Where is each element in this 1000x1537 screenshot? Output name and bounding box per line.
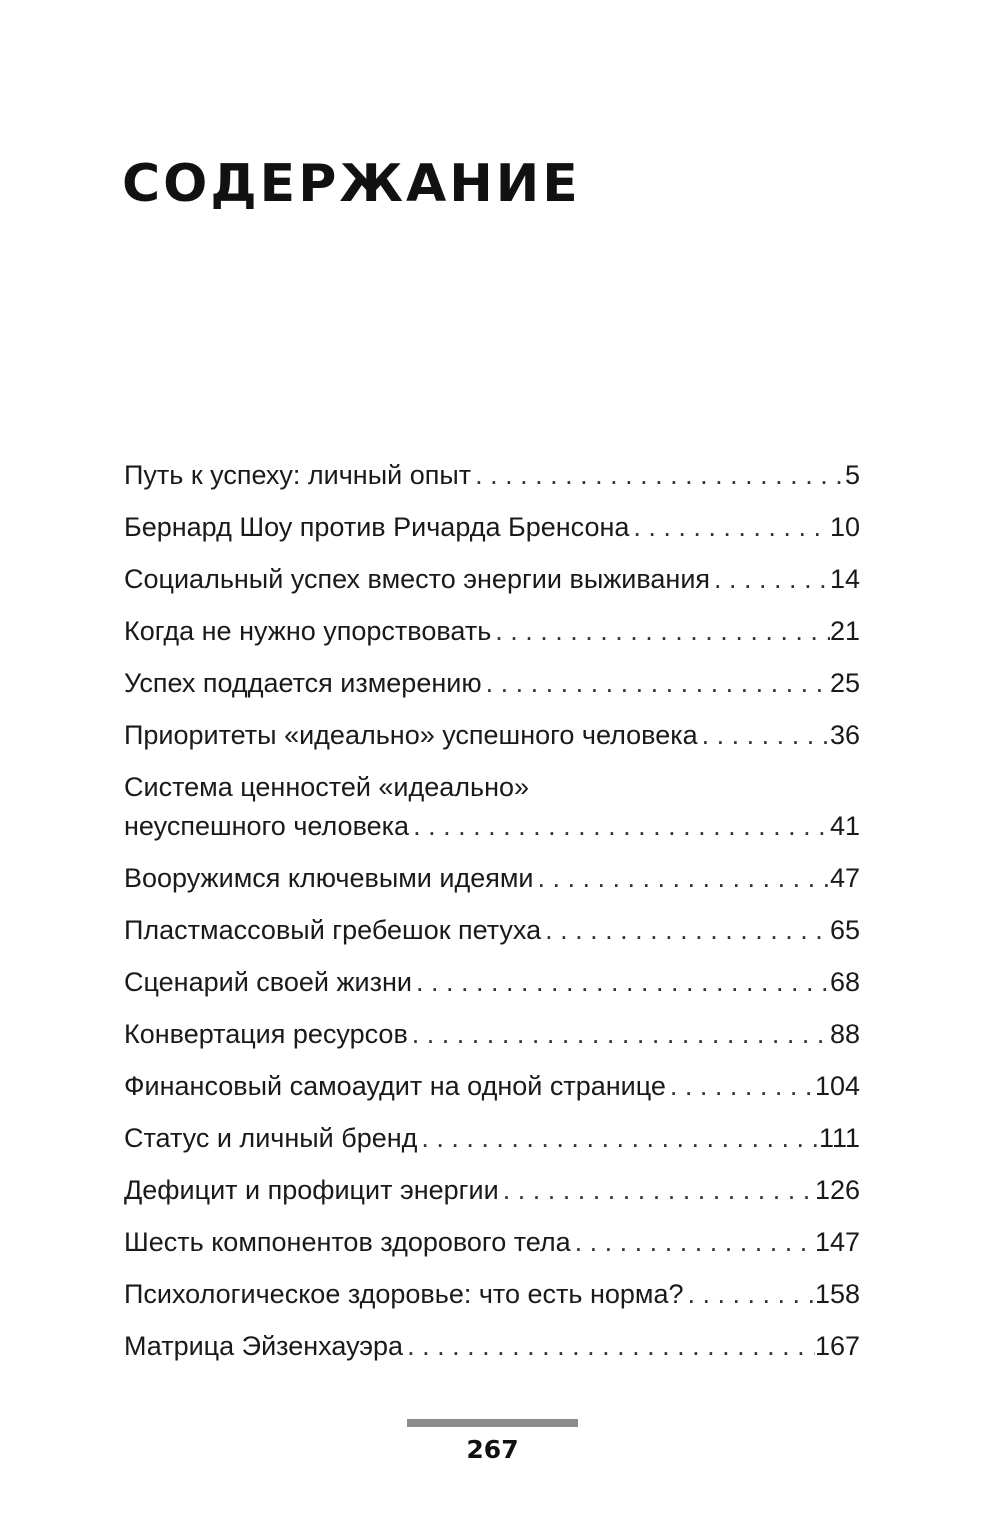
toc-entry-page: 25	[829, 668, 860, 698]
toc-entry-page: 21	[829, 616, 860, 646]
toc-entry[interactable]	[124, 1119, 860, 1158]
toc-entry-title: Бернард Шоу против Ричарда Бренсона	[124, 512, 630, 542]
toc-entry[interactable]	[124, 508, 860, 547]
toc-entry-title: Когда не нужно упорствовать	[124, 616, 492, 646]
toc-entry[interactable]	[124, 768, 860, 846]
dot-leader	[486, 664, 830, 703]
dot-leader	[538, 859, 830, 898]
dot-leader	[688, 1275, 815, 1314]
toc-entry-page: 147	[814, 1227, 860, 1257]
toc-entry-page: 14	[829, 564, 860, 594]
dot-leader	[495, 612, 830, 651]
toc-entry-page: 126	[814, 1175, 860, 1205]
toc-entry[interactable]	[124, 1015, 860, 1054]
toc-entry[interactable]	[124, 612, 860, 651]
toc-entry[interactable]	[124, 716, 860, 755]
toc-entry-page: 65	[829, 915, 860, 945]
dot-leader	[702, 716, 830, 755]
toc-entry-title: Путь к успеху: личный опыт	[124, 460, 472, 490]
toc-entry[interactable]	[124, 1223, 860, 1262]
page-title: СОДЕРЖАНИЕ	[122, 154, 581, 214]
toc-entry-page: 5	[844, 460, 860, 490]
toc-entry[interactable]	[124, 560, 860, 599]
toc-entry-page: 41	[829, 811, 860, 841]
dot-leader	[575, 1223, 815, 1262]
dot-leader	[413, 807, 830, 846]
dot-leader	[475, 456, 845, 495]
toc-entry[interactable]	[124, 1275, 860, 1314]
toc-entry[interactable]	[124, 1171, 860, 1210]
footer-rule	[407, 1419, 578, 1427]
toc-entry-title: Дефицит и профицит энергии	[124, 1175, 499, 1205]
toc-entry-title: Сценарий своей жизни	[124, 967, 412, 997]
toc-entry[interactable]	[124, 664, 860, 703]
toc-entry-title: Социальный успех вместо энергии выживания	[124, 564, 711, 594]
toc-entry-page: 158	[814, 1279, 860, 1309]
dot-leader	[407, 1327, 815, 1366]
toc-entry-title: Успех поддается измерению	[124, 668, 482, 698]
toc-entry-title: неуспешного человека	[124, 811, 410, 841]
toc-entry-page: 111	[818, 1123, 860, 1153]
toc-entry-page: 10	[829, 512, 860, 542]
toc-entry-title: Психологическое здоровье: что есть норма?	[124, 1279, 684, 1309]
toc-entry-title: Шесть компонентов здорового тела	[124, 1227, 571, 1257]
toc-entry-title: Статус и личный бренд	[124, 1123, 418, 1153]
toc-entry-page: 88	[829, 1019, 860, 1049]
dot-leader	[412, 1015, 830, 1054]
toc-entry-title: Пластмассовый гребешок петуха	[124, 915, 542, 945]
toc-entry-page: 47	[829, 863, 860, 893]
toc-entry-title: Финансовый самоаудит на одной странице	[124, 1071, 666, 1101]
toc-entry-title: Приоритеты «идеально» успешного человека	[124, 720, 698, 750]
dot-leader	[421, 1119, 819, 1158]
toc-entry-page: 36	[829, 720, 860, 750]
dot-leader	[714, 560, 830, 599]
toc-entry-page: 68	[829, 967, 860, 997]
dot-leader	[503, 1171, 815, 1210]
toc-entry[interactable]	[124, 1327, 860, 1366]
toc-entry-page: 104	[814, 1071, 860, 1101]
toc-entry-title: Вооружимся ключевыми идеями	[124, 863, 534, 893]
toc-entry[interactable]	[124, 963, 860, 1002]
toc-entry[interactable]	[124, 859, 860, 898]
toc-entry-page: 167	[814, 1331, 860, 1361]
dot-leader	[670, 1067, 815, 1106]
toc-entry-title-line1: Система ценностей «идеально»	[124, 772, 530, 802]
dot-leader	[545, 911, 830, 950]
toc-entry[interactable]	[124, 1067, 860, 1106]
dot-leader	[416, 963, 830, 1002]
toc-entry[interactable]	[124, 911, 860, 950]
toc-entry-title: Конвертация ресурсов	[124, 1019, 408, 1049]
toc-entry-title: Матрица Эйзенхауэра	[124, 1331, 404, 1361]
toc-entry[interactable]	[124, 456, 860, 495]
table-of-contents	[124, 456, 860, 1379]
dot-leader	[633, 508, 830, 547]
page-number: 267	[466, 1435, 519, 1464]
